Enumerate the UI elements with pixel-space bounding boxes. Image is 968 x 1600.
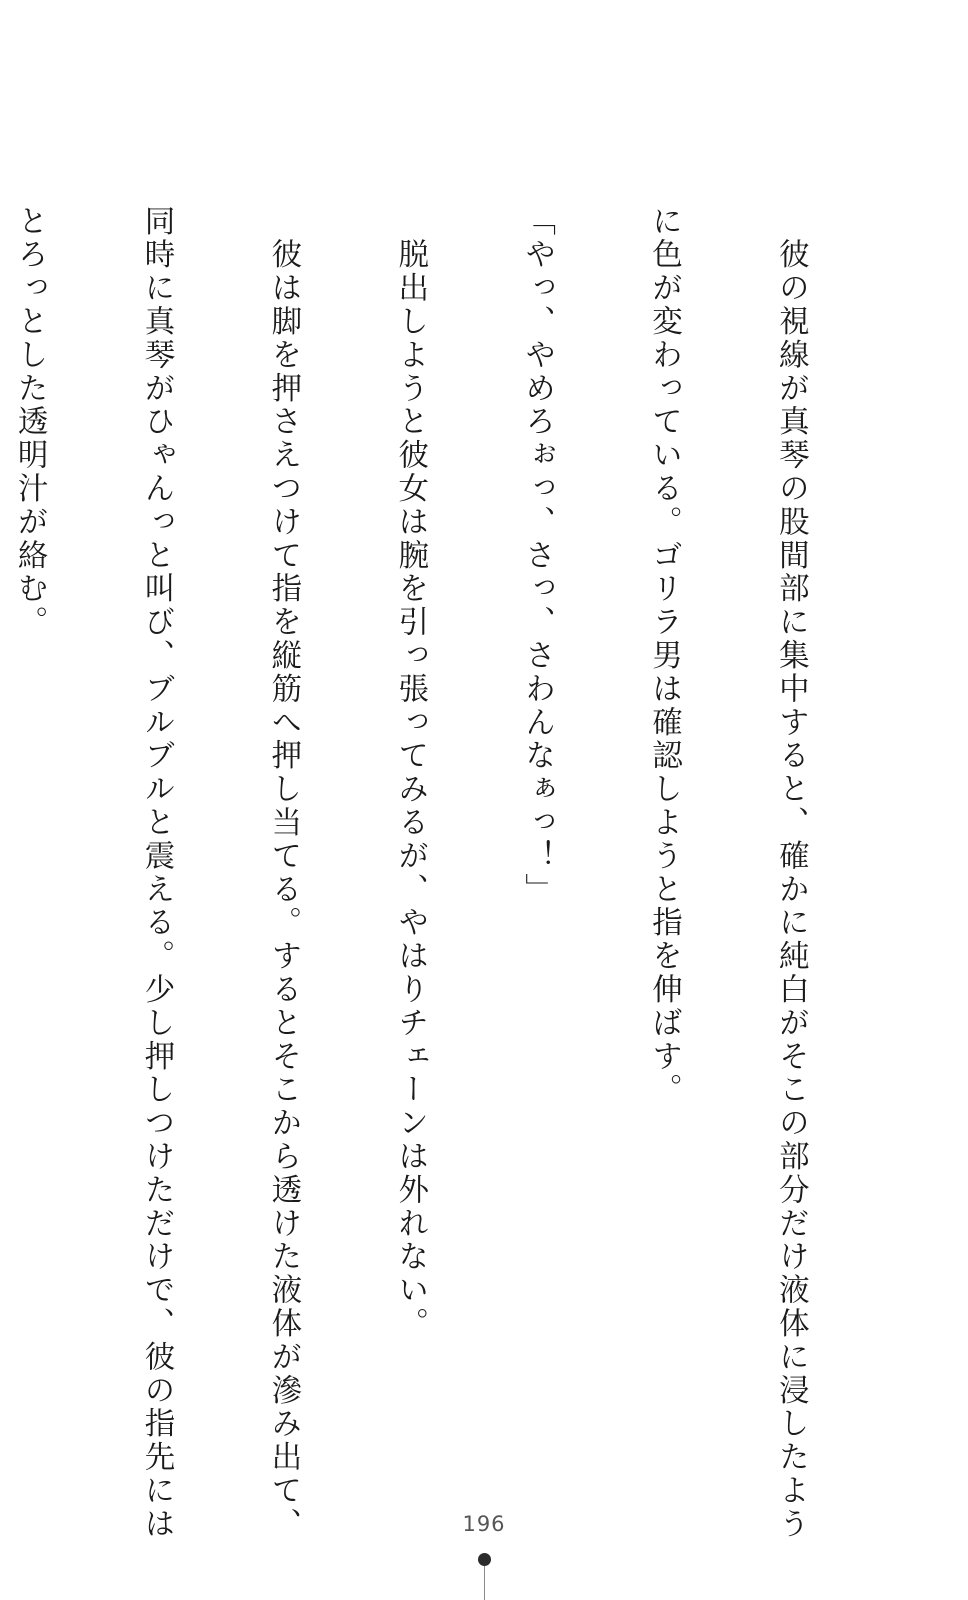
page-number: 196 (462, 1512, 506, 1536)
text-line: 彼の視線が真琴の股間部に集中すると、確かに純白がそこの部分だけ液体に浸したよう (773, 205, 809, 1541)
text-line: 彼は脚を押さえつけて指を縦筋へ押し当てる。するとそこから透けた液体が滲み出て、 (265, 205, 301, 1541)
page-marker-line (484, 1566, 485, 1600)
text-line: 同時に真琴がひゃんっと叫び、ブルブルと震える。少し押しつけただけで、彼の指先には (138, 205, 174, 1541)
text-line: に色が変わっている。ゴリラ男は確認しようと指を伸ばす。 (646, 205, 682, 1107)
text-line: とろっとした透明汁が絡む。 (12, 205, 48, 640)
text-line: 「やっ、やめろぉっ、さっ、さわんなぁっ！」 (519, 205, 555, 907)
text-line: 脱出しようと彼女は腕を引っ張ってみるが、やはりチェーンは外れない。 (392, 205, 428, 1341)
page-marker-dot (478, 1553, 491, 1566)
